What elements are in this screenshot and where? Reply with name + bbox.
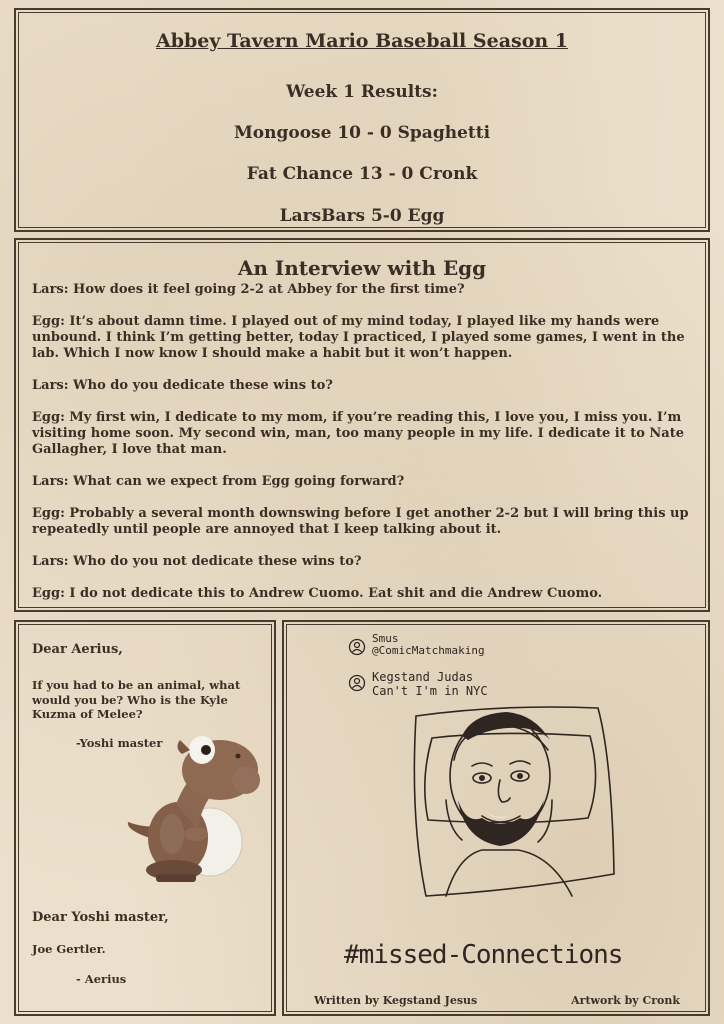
interview-line: Lars: How does it feel going 2-2 at Abbey for the first time? [32, 282, 465, 297]
game-result: Mongoose 10 - 0 Spaghetti [233, 123, 491, 143]
reply-answer: Joe Gertler. [32, 942, 106, 956]
artist-credit: Artwork by Cronk [571, 994, 680, 1007]
week-title: Week 1 Results: [286, 82, 438, 102]
artwork-box [282, 620, 710, 1016]
hashtag-text: #missed-Connections [344, 940, 623, 970]
handle-tag: @ComicMatchmaking [372, 644, 485, 657]
results-header-box [14, 8, 710, 232]
handle-message: Can't I'm in NYC [372, 684, 488, 698]
writer-credit: Written by Kegstand Jesus [314, 994, 478, 1007]
interview-line: Egg: My first win, I dedicate to my mom, if you’re reading this, I love you, I miss you. I’m visiting home soon. My second win, man, too many people in my life. I dedicate it to Nate Gallagher, I love that man. [32, 410, 684, 457]
interview-line: Lars: Who do you dedicate these wins to? [32, 378, 333, 393]
interview-line: Lars: Who do you not dedicate these wins to? [32, 554, 362, 569]
reply-signoff: - Aerius [76, 972, 127, 986]
selfie-drawing-image [402, 700, 618, 898]
interview-title: An Interview with Egg [237, 256, 487, 280]
handle-name: Smus [372, 632, 399, 645]
reply-greeting: Dear Yoshi master, [32, 910, 169, 925]
interview-line: Egg: Probably a several month downswing before I get another 2-2 but I will bring this up repeatedly until people are annoyed that I keep talking about it. [32, 506, 689, 537]
handle-name: Kegstand Judas [372, 670, 474, 684]
user-avatar-icon [348, 638, 366, 656]
user-avatar-icon [348, 674, 366, 692]
interview-line: Egg: I do not dedicate this to Andrew Cuomo. Eat shit and die Andrew Cuomo. [32, 586, 603, 601]
interview-box [14, 238, 710, 612]
letter-question: If you had to be an animal, what would you be? Who is the Kyle Kuzma of Melee? [32, 678, 241, 721]
game-result: Fat Chance 13 - 0 Cronk [246, 164, 478, 184]
interview-line: Lars: What can we expect from Egg going forward? [32, 474, 405, 489]
interview-line: Egg: It’s about damn time. I played out of my mind today, I played like my hands were unbound. I think I’m getting better, today I practiced, I played some games, I went in the lab. Which I now know I should make a habit but it won’t happen. [32, 314, 685, 361]
game-result: LarsBars 5-0 Egg [279, 206, 445, 226]
yoshi-figure-image [120, 730, 260, 886]
advice-letters-box [14, 620, 276, 1016]
letter-greeting: Dear Aerius, [32, 642, 123, 657]
letter-signoff: -Yoshi master [76, 736, 163, 750]
league-title: Abbey Tavern Mario Baseball Season 1 [155, 30, 569, 52]
